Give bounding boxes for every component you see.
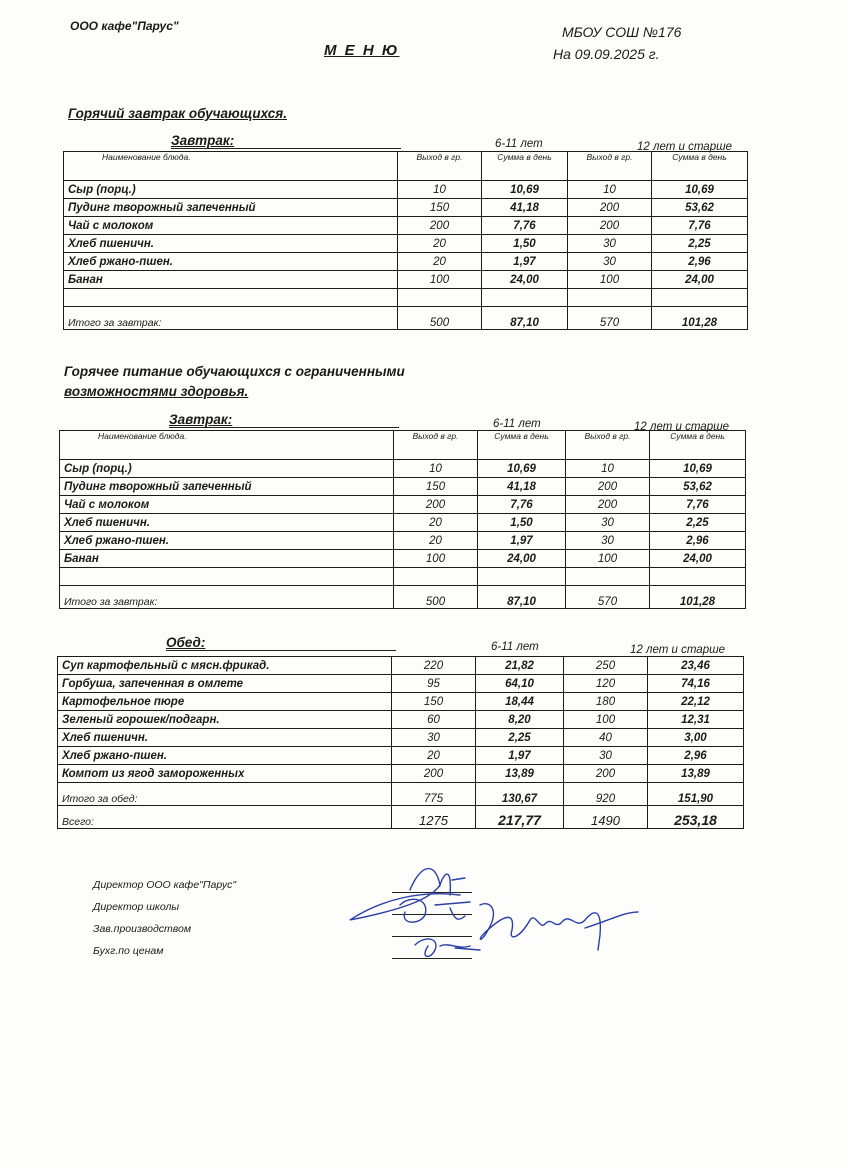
lunch-total-out-young: 775 (392, 783, 476, 806)
sum-old: 23,46 (648, 657, 744, 675)
sum-young: 13,89 (476, 765, 564, 783)
sum-old: 2,25 (652, 235, 748, 253)
col-sum-header: Сумма в день (652, 152, 748, 181)
output-young: 95 (392, 675, 476, 693)
dish-name: Чай с молоком (64, 217, 398, 235)
sum-young: 1,97 (478, 532, 566, 550)
col-output-header: Выход в гр. (398, 152, 482, 181)
sum-young: 8,20 (476, 711, 564, 729)
lunch-total-sum-young: 130,67 (476, 783, 564, 806)
lunch-age-old: 12 лет и старше (630, 644, 726, 656)
output-old: 30 (568, 235, 652, 253)
grand-total-sum-old: 253,18 (648, 806, 744, 829)
section2-meal-label: Завтрак: (169, 412, 233, 427)
cafe-name: ООО кафе"Парус" (70, 19, 179, 33)
col-name-header: Наименование блюда. (64, 152, 398, 181)
col-output-header: Выход в гр. (566, 431, 650, 460)
lunch-age-young: 6-11 лет (491, 641, 539, 653)
dish-name: Банан (64, 271, 398, 289)
sum-old: 53,62 (652, 199, 748, 217)
lunch-total-out-old: 920 (564, 783, 648, 806)
output-old: 40 (564, 729, 648, 747)
output-old: 100 (568, 271, 652, 289)
sum-young: 1,50 (482, 235, 568, 253)
sum-old: 74,16 (648, 675, 744, 693)
sum-young: 1,50 (478, 514, 566, 532)
table-row (58, 657, 744, 675)
sum-young: 21,82 (476, 657, 564, 675)
dish-name: Хлеб ржано-пшен. (60, 532, 394, 550)
sum-young: 41,18 (478, 478, 566, 496)
school-name: МБОУ СОШ №176 (562, 24, 682, 40)
output-young: 200 (394, 496, 478, 514)
section2-age-old: 12 лет и старше (634, 421, 730, 433)
table-row (64, 253, 748, 271)
section1-title: Горячий завтрак обучающихся. (68, 106, 287, 121)
sum-young: 10,69 (478, 460, 566, 478)
lunch-table (57, 656, 744, 829)
table-row (58, 693, 744, 711)
table-row (64, 271, 748, 289)
dish-name: Хлеб пшеничн. (64, 235, 398, 253)
sig-production-head: Зав.производством (93, 923, 192, 935)
col-name-header: Наименование блюда. (60, 431, 394, 460)
output-old: 100 (566, 550, 650, 568)
dish-name: Банан (60, 550, 394, 568)
output-young: 10 (394, 460, 478, 478)
table-row (64, 217, 748, 235)
output-old: 100 (564, 711, 648, 729)
sum-young: 24,00 (482, 271, 568, 289)
dish-name: Зеленый горошек/подгарн. (58, 711, 392, 729)
sum-old: 10,69 (652, 181, 748, 199)
dish-name: Сыр (порц.) (64, 181, 398, 199)
dish-name: Пудинг творожный запеченный (60, 478, 394, 496)
output-young: 20 (398, 253, 482, 271)
grand-total-label: Всего: (58, 806, 392, 829)
table-row (58, 729, 744, 747)
table-row (60, 514, 746, 532)
output-young: 10 (398, 181, 482, 199)
table-row (60, 478, 746, 496)
output-young: 20 (398, 235, 482, 253)
output-old: 30 (566, 514, 650, 532)
output-young: 30 (392, 729, 476, 747)
output-old: 10 (566, 460, 650, 478)
output-old: 200 (568, 217, 652, 235)
menu-date: На 09.09.2025 г. (553, 46, 660, 62)
section1-age-young: 6-11 лет (495, 138, 543, 150)
handwritten-signatures (340, 850, 640, 970)
sum-young: 41,18 (482, 199, 568, 217)
sum-young: 7,76 (478, 496, 566, 514)
table-row (64, 199, 748, 217)
section2-age-young: 6-11 лет (493, 418, 541, 430)
sum-old: 2,96 (652, 253, 748, 271)
total-sum-old: 101,28 (652, 307, 748, 330)
total-sum-old: 101,28 (650, 586, 746, 609)
dish-name: Пудинг творожный запеченный (64, 199, 398, 217)
sum-young: 24,00 (478, 550, 566, 568)
output-old: 200 (566, 478, 650, 496)
total-out-young: 500 (398, 307, 482, 330)
total-out-old: 570 (568, 307, 652, 330)
output-young: 150 (392, 693, 476, 711)
output-young: 20 (394, 514, 478, 532)
sum-young: 1,97 (476, 747, 564, 765)
output-young: 150 (398, 199, 482, 217)
table-row (64, 181, 748, 199)
section1-table (63, 151, 748, 330)
output-old: 120 (564, 675, 648, 693)
lunch-total-label: Итого за обед: (58, 783, 392, 806)
sum-old: 7,76 (650, 496, 746, 514)
output-old: 200 (566, 496, 650, 514)
dish-name: Сыр (порц.) (60, 460, 394, 478)
total-label: Итого за завтрак: (64, 307, 398, 330)
section1-meal-label: Завтрак: (171, 133, 235, 148)
total-out-old: 570 (566, 586, 650, 609)
sum-old: 22,12 (648, 693, 744, 711)
output-old: 30 (568, 253, 652, 271)
col-sum-header: Сумма в день (478, 431, 566, 460)
lunch-label: Обед: (166, 635, 206, 650)
sum-old: 24,00 (652, 271, 748, 289)
dish-name: Хлеб ржано-пшен. (64, 253, 398, 271)
output-old: 30 (564, 747, 648, 765)
dish-name: Горбуша, запеченная в омлете (58, 675, 392, 693)
table-row (58, 711, 744, 729)
table-row (60, 550, 746, 568)
sum-young: 1,97 (482, 253, 568, 271)
sum-old: 13,89 (648, 765, 744, 783)
output-young: 60 (392, 711, 476, 729)
section2-title-line1: Горячее питание обучающихся с ограниченными (64, 364, 405, 379)
sum-young: 10,69 (482, 181, 568, 199)
output-old: 10 (568, 181, 652, 199)
col-output-header: Выход в гр. (568, 152, 652, 181)
table-row (64, 235, 748, 253)
sig-director-cafe: Директор ООО кафе"Парус" (93, 879, 237, 891)
dish-name: Компот из ягод замороженных (58, 765, 392, 783)
col-sum-header: Сумма в день (650, 431, 746, 460)
col-sum-header: Сумма в день (482, 152, 568, 181)
section1-age-old: 12 лет и старше (637, 141, 733, 153)
total-out-young: 500 (394, 586, 478, 609)
output-old: 200 (568, 199, 652, 217)
output-old: 250 (564, 657, 648, 675)
grand-total-out-young: 1275 (392, 806, 476, 829)
lunch-total-sum-old: 151,90 (648, 783, 744, 806)
sum-young: 64,10 (476, 675, 564, 693)
sum-old: 7,76 (652, 217, 748, 235)
page-title: М Е Н Ю (324, 42, 400, 59)
section2-breakfast-table (59, 430, 746, 609)
output-old: 180 (564, 693, 648, 711)
sum-old: 12,31 (648, 711, 744, 729)
dish-name: Хлеб пшеничн. (60, 514, 394, 532)
dish-name: Суп картофельный с мясн.фрикад. (58, 657, 392, 675)
output-young: 20 (392, 747, 476, 765)
table-row (60, 532, 746, 550)
output-young: 100 (394, 550, 478, 568)
sum-old: 2,96 (648, 747, 744, 765)
table-row (58, 747, 744, 765)
output-young: 150 (394, 478, 478, 496)
total-sum-young: 87,10 (482, 307, 568, 330)
sum-old: 2,25 (650, 514, 746, 532)
output-old: 200 (564, 765, 648, 783)
sum-young: 18,44 (476, 693, 564, 711)
sum-old: 2,96 (650, 532, 746, 550)
sum-young: 7,76 (482, 217, 568, 235)
table-row (58, 765, 744, 783)
table-row (60, 460, 746, 478)
sum-young: 2,25 (476, 729, 564, 747)
col-output-header: Выход в гр. (394, 431, 478, 460)
sum-old: 24,00 (650, 550, 746, 568)
total-sum-young: 87,10 (478, 586, 566, 609)
dish-name: Картофельное пюре (58, 693, 392, 711)
total-label: Итого за завтрак: (60, 586, 394, 609)
sum-old: 53,62 (650, 478, 746, 496)
section2-title-line2: возможностями здоровья. (64, 384, 249, 399)
dish-name: Хлеб пшеничн. (58, 729, 392, 747)
output-young: 100 (398, 271, 482, 289)
sig-director-school: Директор школы (93, 901, 180, 913)
sum-old: 3,00 (648, 729, 744, 747)
output-young: 200 (398, 217, 482, 235)
dish-name: Чай с молоком (60, 496, 394, 514)
table-row (60, 496, 746, 514)
dish-name: Хлеб ржано-пшен. (58, 747, 392, 765)
output-young: 200 (392, 765, 476, 783)
sum-old: 10,69 (650, 460, 746, 478)
sig-accountant: Бухг.по ценам (93, 945, 164, 957)
output-old: 30 (566, 532, 650, 550)
grand-total-out-old: 1490 (564, 806, 648, 829)
grand-total-sum-young: 217,77 (476, 806, 564, 829)
output-young: 220 (392, 657, 476, 675)
table-row (58, 675, 744, 693)
output-young: 20 (394, 532, 478, 550)
